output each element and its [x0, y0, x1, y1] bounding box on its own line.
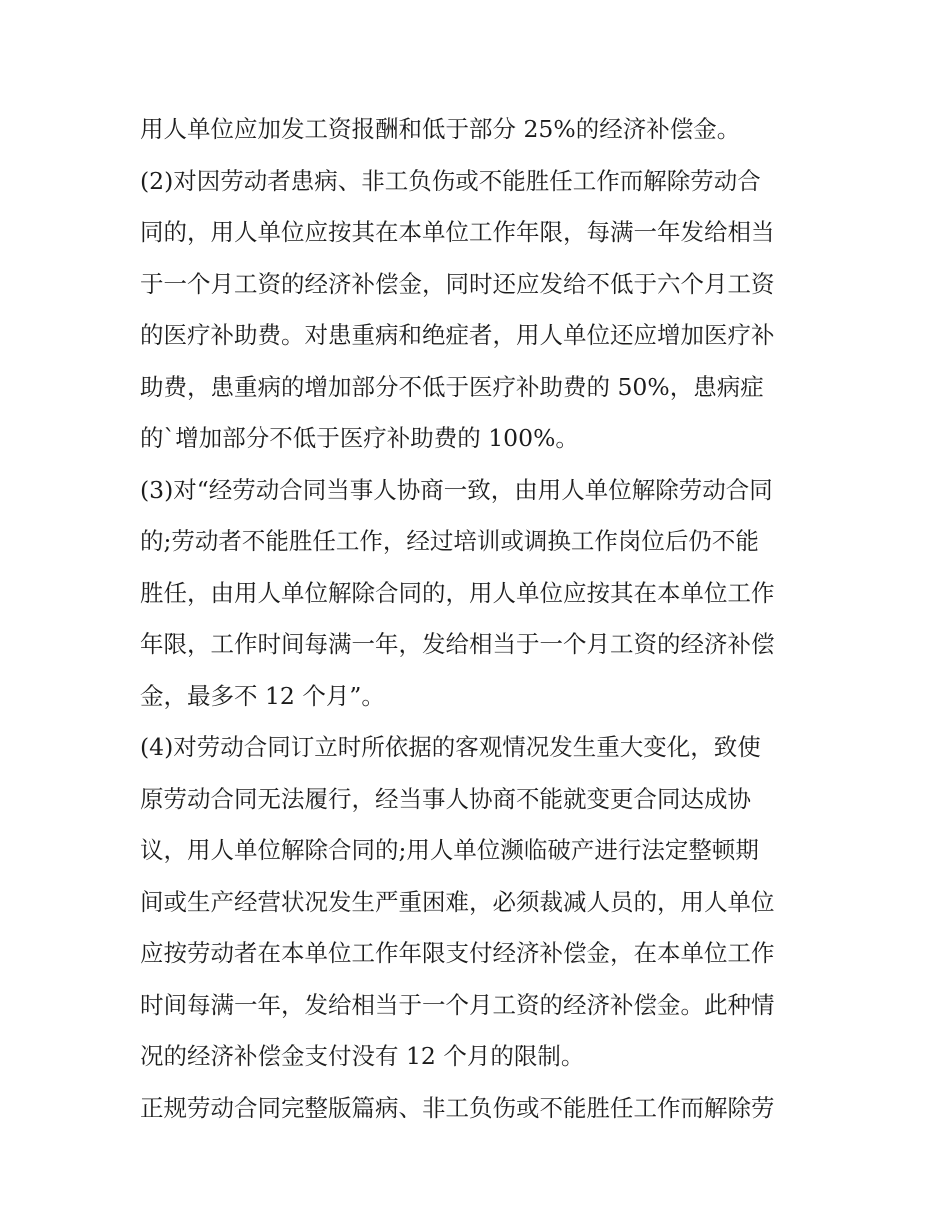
document-body [140, 104, 816, 1134]
text-line: 议，用人单位解除合同的;用人单位濒临破产进行法定整顿期 [140, 836, 759, 864]
text-line: 的`增加部分不低于医疗补助费的 100%。 [140, 424, 579, 452]
text-line: (4)对劳动合同订立时所依据的客观情况发生重大变化，致使 [140, 733, 761, 761]
text-line: 于一个月工资的经济补偿金，同时还应发给不低于六个月工资 [140, 269, 775, 298]
text-line: 时间每满一年，发给相当于一个月工资的经济补偿金。此种情 [140, 990, 775, 1019]
text-line: 用人单位应加发工资报酬和低于部分 25%的经济补偿金。 [140, 115, 741, 143]
text-line: 原劳动合同无法履行，经当事人协商不能就变更合同达成协 [140, 784, 751, 813]
text-line: 助费，患重病的增加部分不低于医疗补助费的 50%，患病症 [140, 372, 764, 401]
text-line: (2)对因劳动者患病、非工负伤或不能胜任工作而解除劳动合 [140, 166, 761, 195]
text-line: 间或生产经营状况发生严重困难，必须裁减人员的，用人单位 [140, 887, 775, 916]
text-line: 的医疗补助费。对患重病和绝症者，用人单位还应增加医疗补 [140, 321, 775, 349]
text-line: 同的，用人单位应按其在本单位工作年限，每满一年发给相当 [140, 218, 775, 246]
text-line: (3)对“经劳动合同当事人协商一致，由用人单位解除劳动合同 [140, 475, 773, 504]
text-line: 胜任，由用人单位解除合同的，用人单位应按其在本单位工作 [140, 578, 775, 607]
text-line: 正规劳动合同完整版篇病、非工负伤或不能胜任工作而解除劳 [140, 1093, 775, 1122]
text-line: 况的经济补偿金支付没有 12 个月的限制。 [140, 1042, 585, 1070]
text-line: 年限，工作时间每满一年，发给相当于一个月工资的经济补偿 [140, 630, 775, 658]
text-line: 的;劳动者不能胜任工作，经过培训或调换工作岗位后仍不能 [140, 527, 759, 555]
text-line: 金，最多不 12 个月”。 [140, 681, 385, 710]
text-line: 应按劳动者在本单位工作年限支付经济补偿金，在本单位工作 [140, 939, 775, 967]
